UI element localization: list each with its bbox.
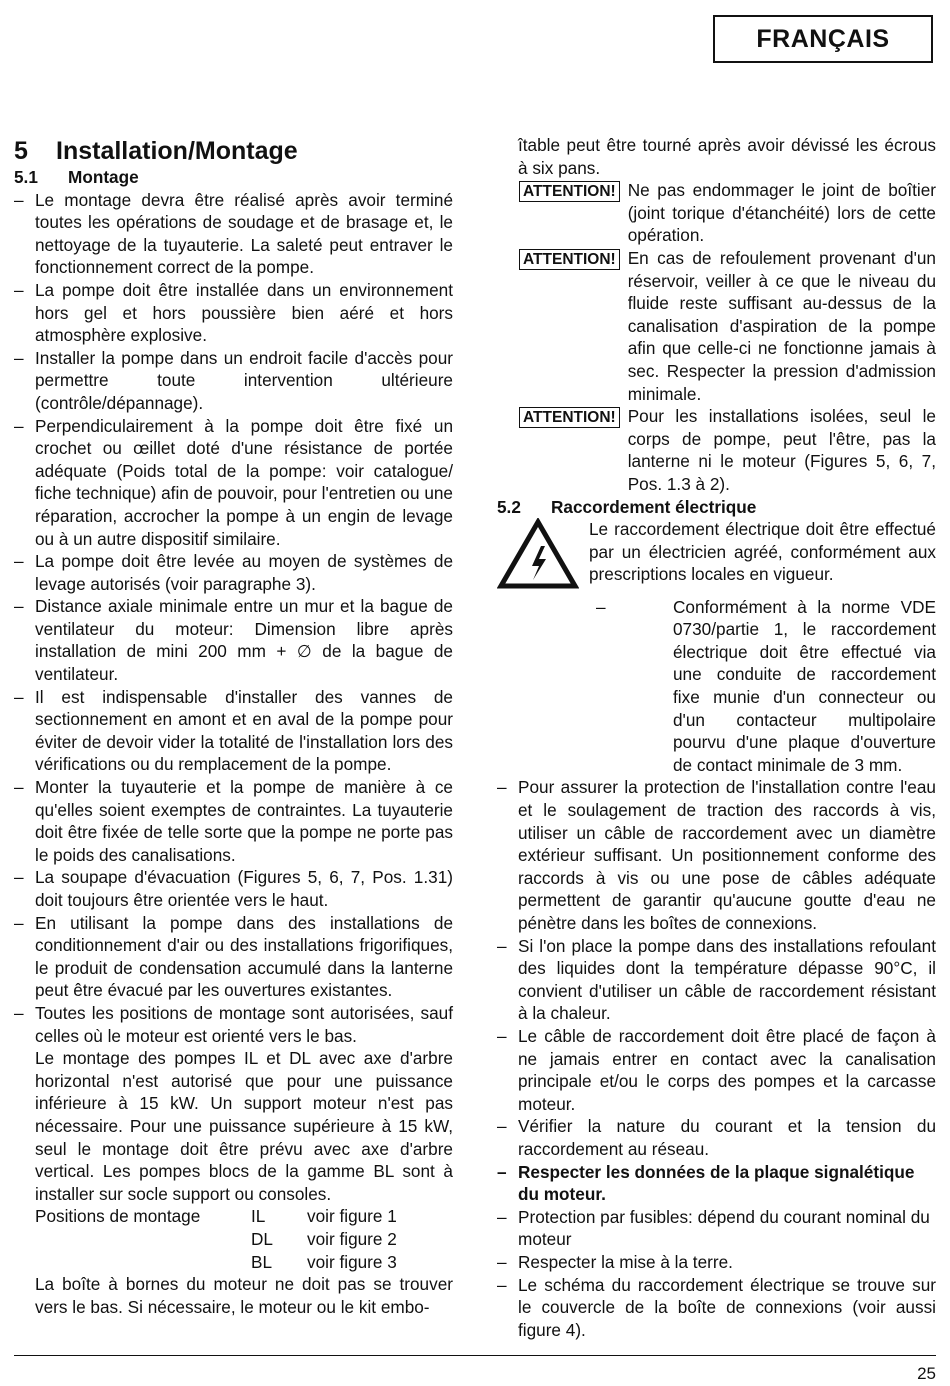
positions-row xyxy=(35,1228,453,1251)
list-item: – Protection par fusibles: dépend du courant nominal du moteur xyxy=(497,1206,936,1251)
list-item-text: Perpendiculairement à la pompe doit être fixé un crochet ou œillet doté d'une résistance de portée adéquate (Poids total de la pompe: voir catalogue/ fiche technique) afin de pouvoir, pour l'entretien ou une réparation, accrocher la pompe à un engin de levage ou à un autre dispositif similaire. xyxy=(35,415,453,549)
electrical-warning xyxy=(497,518,936,596)
terminal-box-paragraph: La boîte à bornes du moteur ne doit pas se trouver vers le bas. Si nécessaire, le moteur ou le kit embo- xyxy=(35,1274,453,1317)
figure-ref: voir figure 2 xyxy=(307,1228,397,1249)
subsection-title: Raccordement électrique xyxy=(551,496,757,517)
figure-ref: voir figure 1 xyxy=(307,1206,397,1227)
attention-label: ATTENTION! xyxy=(519,249,620,270)
list-item: – La soupape d'évacuation (Figures 5, 6, 7, Pos. 1.31) doit toujours être orientée vers le haut. xyxy=(14,867,453,910)
continuation-paragraph: îtable peut être tourné après avoir dévissé les écrous à six pans. xyxy=(518,135,936,178)
pump-type: DL xyxy=(251,1228,273,1249)
list-item-text: La pompe doit être installée dans un environnement hors gel et hors poussière bien aéré et hors atmosphère explosive. xyxy=(35,279,453,346)
list-item-text: Installer la pompe dans un endroit facile d'accès pour permettre toute intervention ultérieure (contrôle/dépannage). xyxy=(35,347,453,413)
list-item-text: En utilisant la pompe dans des installations de conditionnement d'air ou des installations frigorifiques, le produit de condensation accumulé dans la lanterne peut être évacué par les ouvertures existantes. xyxy=(35,912,453,1001)
positions-label xyxy=(35,1251,251,1274)
attention-note xyxy=(497,179,936,247)
list-item-text: Monter la tuyauterie et la pompe de manière à ce qu'elles soient exemptes de contraintes. La tuyauterie doit être fixée de telle sorte que la pompe ne porte pas le poids des canalisations. xyxy=(35,777,453,865)
list-item: – Le schéma du raccordement électrique se trouve sur le couvercle de la boîte de connexions (voir aussi figure 4). xyxy=(497,1274,936,1340)
list-item: – Pour assurer la protection de l'installation contre l'eau et le soulagement de traction des raccords à vis, utiliser un câble de raccordement avec un diamètre extérieur suffisant. Un positionnement conforme des raccords à vis ou une pose de câbles adéquate permettent de garantir qu'aucune goutte d'eau ne pénètre dans les boîtes de connexions. xyxy=(497,777,936,933)
list-item-text: Toutes les positions de montage sont autorisées, sauf celles où le moteur est orienté vers le bas. xyxy=(35,1002,453,1046)
list-item-text: Vérifier la nature du courant et la tension du raccordement au réseau. xyxy=(518,1116,936,1159)
list-item-text: Respecter les données de la plaque signalétique du moteur. xyxy=(518,1161,915,1205)
list-item: – La pompe doit être levée au moyen de systèmes de levage autorisés (voir paragraphe 3). xyxy=(14,551,453,594)
positions-row xyxy=(35,1205,453,1228)
list-item: – Si l'on place la pompe dans des installations refoulant des liquides dont la température dépasse 90°C, il convient d'utiliser un câble de raccordement résistant à la chaleur. xyxy=(497,935,936,1024)
list-item-text: Protection par fusibles: dépend du courant nominal du moteur xyxy=(518,1206,930,1250)
list-item: – Toutes les positions de montage sont autorisées, sauf celles où le moteur est orienté vers le bas. xyxy=(14,1002,453,1046)
pump-type: IL xyxy=(251,1206,266,1227)
list-item-text: La soupape d'évacuation (Figures 5, 6, 7, Pos. 1.31) doit toujours être orientée vers le haut. xyxy=(35,867,453,910)
list-item-text: Le câble de raccordement doit être placé de façon à ne jamais entrer en contact avec la canalisation principale et/ou le corps des pompes et la carcasse moteur. xyxy=(518,1025,936,1114)
section-title: Installation/Montage xyxy=(56,137,298,165)
list-item: – Respecter la mise à la terre. xyxy=(497,1251,936,1274)
subsection-heading-5-1 xyxy=(14,166,453,189)
list-item: – Le montage devra être réalisé après avoir terminé toutes les opérations de soudage et de brasage et, le nettoyage de la tuyauterie. La saleté peut entraver le fonctionnement correct de la pompe. xyxy=(14,189,453,278)
right-column xyxy=(497,134,936,1341)
section-heading xyxy=(14,136,453,166)
attention-note xyxy=(497,247,936,405)
list-item: – La pompe doit être installée dans un environnement hors gel et hors poussière bien aéré et hors atmosphère explosive. xyxy=(14,279,453,346)
attention-label: ATTENTION! xyxy=(519,181,620,202)
list-item-text: Le montage devra être réalisé après avoir terminé toutes les opérations de soudage et de brasage et, le nettoyage de la tuyauterie. La saleté peut entraver le fonctionnement correct de la pompe. xyxy=(35,189,453,278)
high-voltage-warning-icon xyxy=(497,518,589,596)
list-item-text: Pour assurer la protection de l'installation contre l'eau et le soulagement de traction des raccords à vis, utiliser un câble de raccordement avec un diamètre extérieur suffisant. Un positionnement conforme des raccords à vis ou une pose de câbles adéquate permettent de garantir qu'aucune goutte d'eau ne pénètre dans les boîtes de connexions. xyxy=(518,777,936,933)
positions-row xyxy=(35,1251,453,1274)
language-label: FRANÇAIS xyxy=(713,15,933,63)
list-item-text: Respecter la mise à la terre. xyxy=(518,1251,733,1272)
list-item-text: Si l'on place la pompe dans des installations refoulant des liquides dont la température dépasse 90°C, il convient d'utiliser un câble de raccordement résistant à la chaleur. xyxy=(518,935,936,1024)
subsection-heading-5-2 xyxy=(497,496,936,519)
footer-rule xyxy=(14,1355,936,1356)
left-column xyxy=(14,136,453,1318)
list-item: – Installer la pompe dans un endroit facile d'accès pour permettre toute intervention ultérieure (contrôle/dépannage). xyxy=(14,347,453,413)
positions-label xyxy=(35,1228,251,1251)
list-item: – Il est indispensable d'installer des vannes de sectionnement en amont et en aval de la pompe pour éviter de devoir vider la totalité de l'installation lors des vérifications ou du remplacement de la pompe. xyxy=(14,686,453,775)
list-item: – Vérifier la nature du courant et la tension du raccordement au réseau. xyxy=(497,1116,936,1159)
figure-ref: voir figure 3 xyxy=(307,1251,397,1272)
list-item: – Le câble de raccordement doit être placé de façon à ne jamais entrer en contact avec la canalisation principale et/ou le corps des pompes et la carcasse moteur. xyxy=(497,1025,936,1114)
vde-item-text: Conformément à la norme VDE 0730/partie 1, le raccordement électrique doit être effectué via une conduite de raccordement fixe munie d'un connecteur ou d'un contacteur multipolaire pourvu d'une plaque d'ouverture de contact minimale de 3 mm. xyxy=(673,596,936,775)
list-item-text: Le schéma du raccordement électrique se trouve sur le couvercle de la boîte de connexions (voir aussi figure 4). xyxy=(518,1274,936,1340)
attention-text: Ne pas endommager le joint de boîtier (joint torique d'étanchéité) lors de cette opération. xyxy=(627,180,936,246)
list-item-text: Il est indispensable d'installer des vannes de sectionnement en amont et en aval de la pompe pour éviter de devoir vider la totalité de l'installation lors des vérifications ou du remplacement de la pompe. xyxy=(35,686,453,775)
subsection-number: 5.2 xyxy=(497,496,521,517)
section-number: 5 xyxy=(14,137,28,165)
warning-text: Le raccordement électrique doit être effectué par un électricien agréé, conformément aux prescriptions locales en vigueur. xyxy=(589,519,936,585)
subsection-title: Montage xyxy=(68,167,139,187)
subsection-number: 5.1 xyxy=(14,167,38,187)
positions-label: Positions de montage xyxy=(35,1206,201,1227)
attention-text: En cas de refoulement provenant d'un réservoir, veiller à ce que le niveau du fluide reste suffisant au-dessus de la canalisation d'aspiration de la pompe afin que celle-ci ne fonctionne jamais à sec. Respecter la pression d'admission minimale. xyxy=(627,247,936,404)
pump-type: BL xyxy=(251,1251,273,1272)
list-item-bold: – Respecter les données de la plaque signalétique du moteur. xyxy=(497,1161,936,1206)
positions-table xyxy=(14,1205,453,1273)
page-number: 25 xyxy=(917,1364,936,1383)
list-item: – En utilisant la pompe dans des installations de conditionnement d'air ou des installations frigorifiques, le produit de condensation accumulé dans la lanterne peut être évacué par les ouvertures existantes. xyxy=(14,912,453,1001)
attention-label: ATTENTION! xyxy=(519,407,620,428)
attention-note xyxy=(497,405,936,495)
list-item: – Distance axiale minimale entre un mur et la bague de ventilateur du moteur: Dimension libre après installation de mini 200 mm + ∅ de la bague de ventilateur. xyxy=(14,596,453,685)
list-item-text: La pompe doit être levée au moyen de systèmes de levage autorisés (voir paragraphe 3). xyxy=(35,551,453,594)
list-item: – Monter la tuyauterie et la pompe de manière à ce qu'elles soient exemptes de contraintes. La tuyauterie doit être fixée de telle sorte que la pompe ne porte pas le poids des canalisations. xyxy=(14,777,453,865)
mounting-paragraph: Le montage des pompes IL et DL avec axe d'arbre horizontal n'est autorisé que pour une puissance inférieure à 15 kW. Un support moteur n'est pas nécessaire. Pour une puissance supérieure à 15 kW, seul le montage doit être prévu avec axe d'arbre vertical. Les pompes blocs de la gamme BL sont à installer sur socle support ou consoles. xyxy=(35,1048,453,1204)
attention-text: Pour les installations isolées, seul le corps de pompe, peut l'être, pas la lanterne ni le moteur (Figures 5, 6, 7, Pos. 1.3 à 2). xyxy=(627,406,936,494)
list-item-text: Distance axiale minimale entre un mur et la bague de ventilateur du moteur: Dimension libre après installation de mini 200 mm + ∅ de la bague de ventilateur. xyxy=(35,596,453,685)
list-item: – Perpendiculairement à la pompe doit être fixé un crochet ou œillet doté d'une résistance de portée adéquate (Poids total de la pompe: voir catalogue/ fiche technique) afin de pouvoir, pour l'entretien ou une réparation, accrocher la pompe à un engin de levage ou à un autre dispositif similaire. xyxy=(14,415,453,549)
vde-list-item: – Conformément à la norme VDE 0730/partie 1, le raccordement électrique doit être effectué via une conduite de raccordement fixe munie d'un connecteur ou d'un contacteur multipolaire pourvu d'une plaque d'ouverture de contact minimale de 3 mm. xyxy=(596,596,936,775)
